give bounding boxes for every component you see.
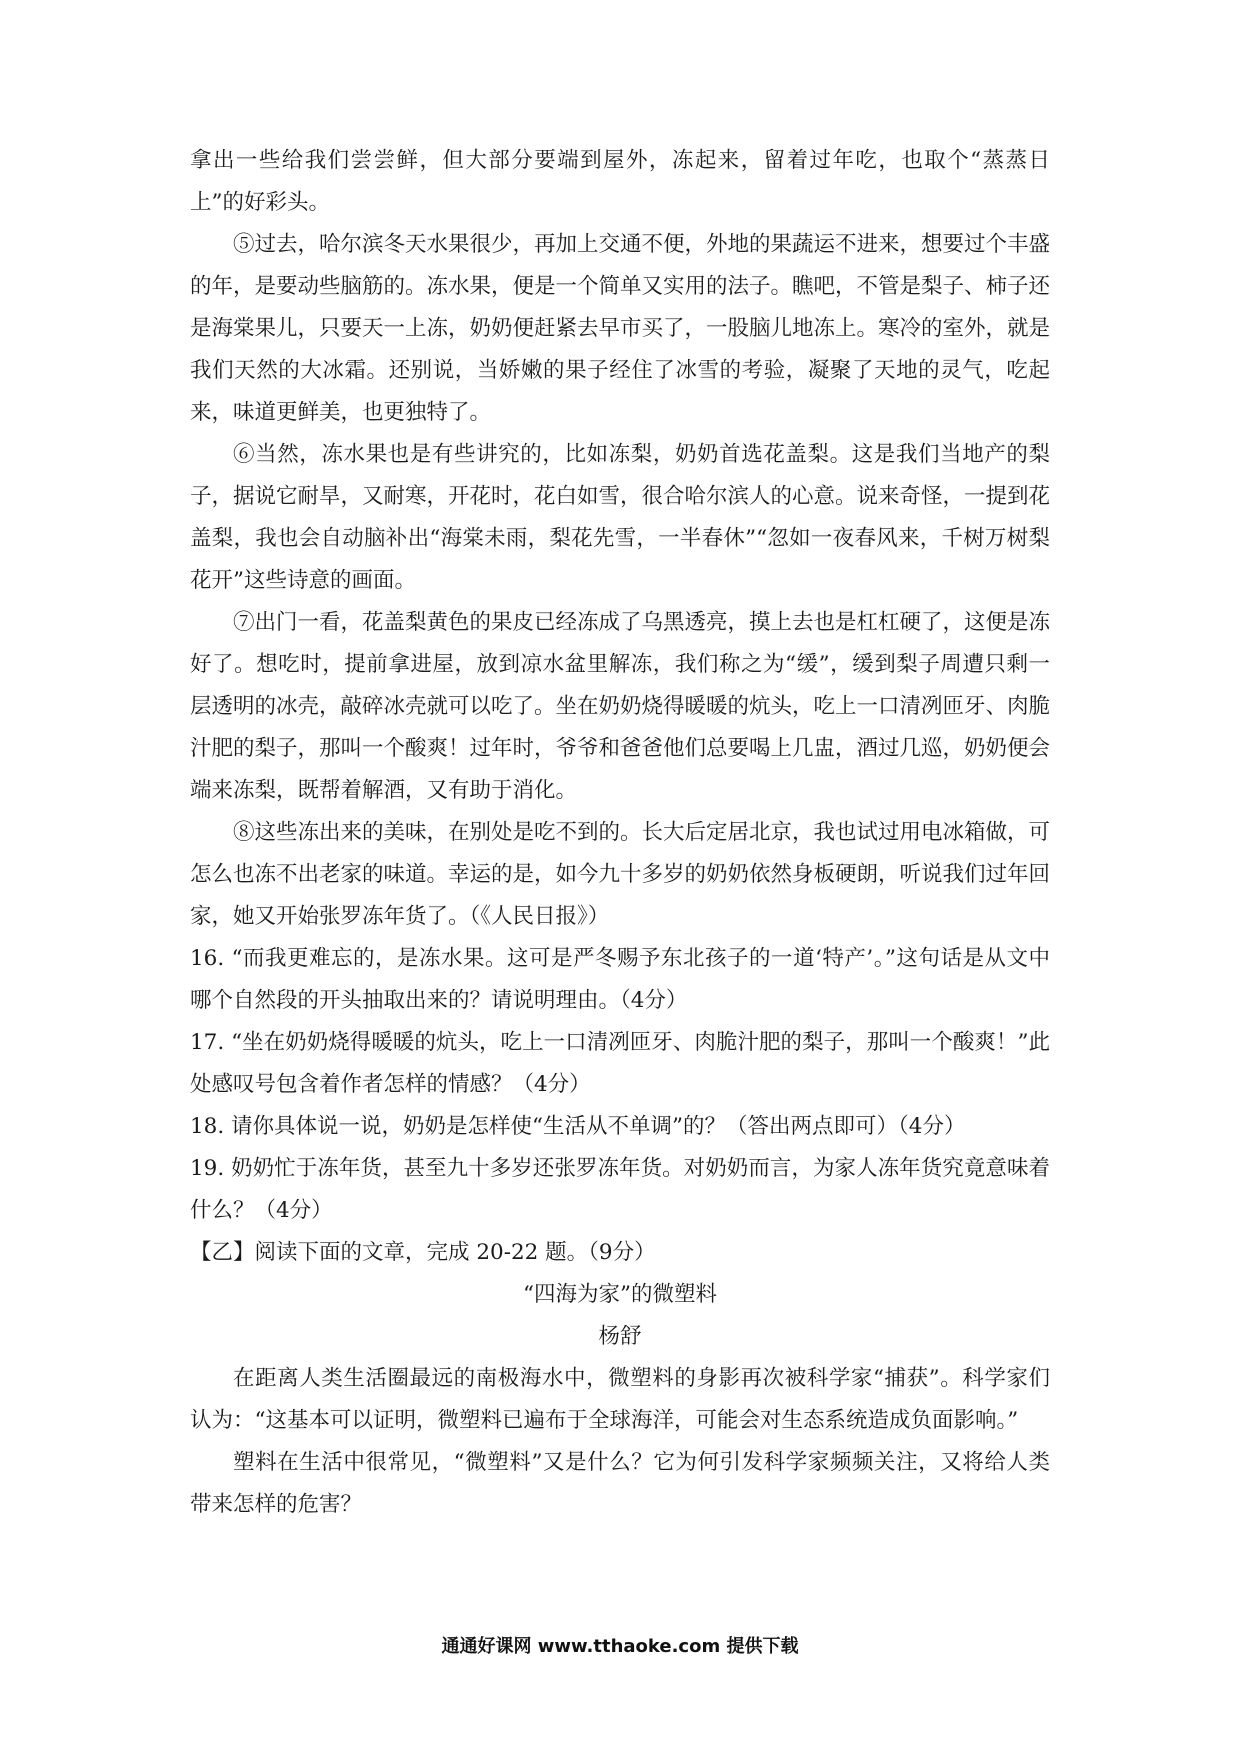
paragraph-5: ⑤过去，哈尔滨冬天水果很少，再加上交通不便，外地的果蔬运不进来，想要过个丰盛的年，是要动些脑筋的。冻水果，便是一个简单又实用的法子。瞧吧，不管是梨子、柿子还是海棠果儿，只要天一上冻，奶奶便赶紧去早市买了，一股脑儿地冻上。寒冷的室外，就是我们天然的大冰霜。还别说，当娇嫩的果子经住了冰雪的考验，凝聚了天地的灵气，吃起来，味道更鲜美，也更独特了。 xyxy=(190,232,1051,425)
question-19: 19. 奶奶忙于冻年货，甚至九十多岁还张罗冻年货。对奶奶而言，为家人冻年货究竟意味着什么？（4分） xyxy=(190,1156,1050,1223)
paragraph-7: ⑦出门一看，花盖梨黄色的果皮已经冻成了乌黑透亮，摸上去也是杠杠硬了，这便是冻好了。想吃时，提前拿进屋，放到凉水盆里解冻，我们称之为“缓”，缓到梨子周遭只剩一层透明的冰壳，敲碎冰壳就可以吃了。坐在奶奶烧得暖暖的炕头，吃上一口清冽匝牙、肉脆汁肥的梨子，那叫一个酸爽！过年时，爷爷和爸爸他们总要喝上几盅，酒过几巡，奶奶便会端来冻梨，既帮着解酒，又有助于消化。 xyxy=(190,610,1051,803)
paragraph-6: ⑥当然，冻水果也是有些讲究的，比如冻梨，奶奶首选花盖梨。这是我们当地产的梨子，据说它耐旱，又耐寒，开花时，花白如雪，很合哈尔滨人的心意。说来奇怪，一提到花盖梨，我也会自动脑补出“海棠未雨，梨花先雪，一半春休”“忽如一夜春风来，千树万树梨花开”这些诗意的画面。 xyxy=(190,442,1051,593)
paragraph-continued: 拿出一些给我们尝尝鲜，但大部分要端到屋外，冻起来，留着过年吃，也取个“蒸蒸日上”的好彩头。 xyxy=(190,148,1050,215)
paragraph-8: ⑧这些冻出来的美味，在别处是吃不到的。长大后定居北京，我也试过用电冰箱做，可怎么也冻不出老家的味道。幸运的是，如今九十多岁的奶奶依然身板硬朗，听说我们过年回家，她又开始张罗冻年货了。（《人民日报》） xyxy=(190,820,1051,929)
article-author: 杨舒 xyxy=(598,1324,642,1349)
page-footer: 通通好课网 www.tthaoke.com 提供下载 xyxy=(441,1636,799,1657)
article-paragraph-1: 在距离人类生活圈最远的南极海水中，微塑料的身影再次被科学家“捕获”。科学家们认为：“这基本可以证明，微塑料已遍布于全球海洋，可能会对生态系统造成负面影响。” xyxy=(190,1366,1050,1433)
article-title: “四海为家”的微塑料 xyxy=(523,1282,717,1307)
question-17: 17. “坐在奶奶烧得暖暖的炕头，吃上一口清冽匝牙、肉脆汁肥的梨子，那叫一个酸爽！”此处感叹号包含着作者怎样的情感？（4分） xyxy=(190,1030,1050,1097)
article-paragraph-2: 塑料在生活中很常见，“微塑料”又是什么？它为何引发科学家频频关注，又将给人类带来怎样的危害？ xyxy=(190,1450,1050,1517)
document-page xyxy=(190,140,1050,1526)
section-b-intro: 【乙】阅读下面的文章，完成 20-22 题。（9分） xyxy=(190,1240,656,1265)
question-18: 18. 请你具体说一说，奶奶是怎样使“生活从不单调”的？（答出两点即可）（4分） xyxy=(190,1114,966,1139)
question-16: 16. “而我更难忘的，是冻水果。这可是严冬赐予东北孩子的一道‘特产’。”这句话是从文中哪个自然段的开头抽取出来的？请说明理由。（4分） xyxy=(190,946,1050,1013)
